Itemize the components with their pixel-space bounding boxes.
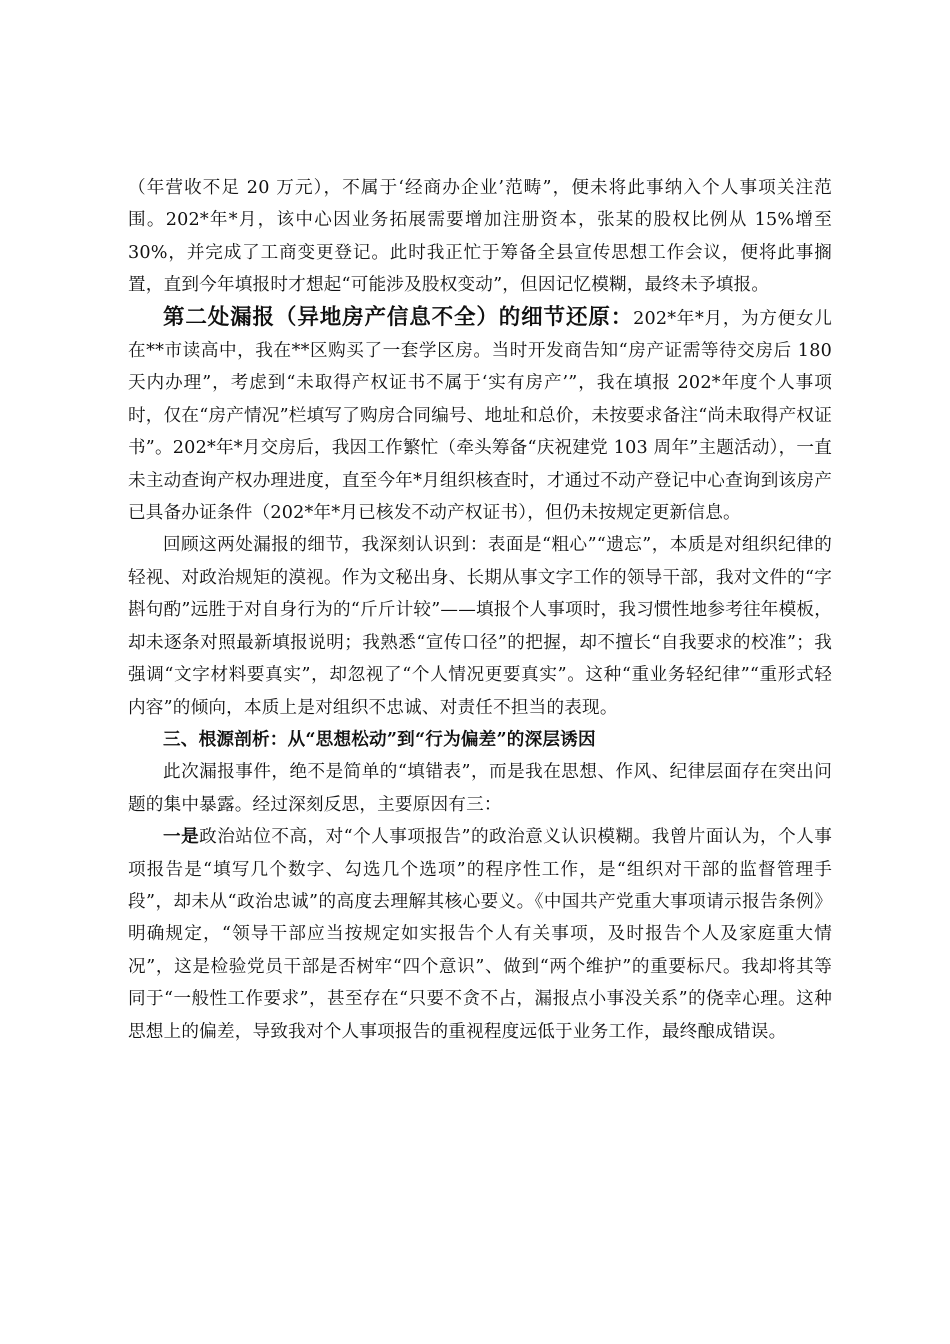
paragraph-root-cause-intro: 此次漏报事件，绝不是简单的“填错表”，而是我在思想、作风、纪律层面存在突出问题的集中暴露。经过深刻反思，主要原因有三：: [128, 762, 832, 815]
property-omission-body: 202*年*月，为方便女儿在**市读高中，我在**区购买了一套学区房。当时开发商告知“房产证需等待交房后 180 天内办理”，考虑到“未取得产权证书不属于‘实有房产’”，我在填报 202*年度个人事项时，仅在“房产情况”栏填写了购房合同编号、地址和总价，未按要求备注“尚未取得产权证书”。202*年*月交房后，我因工作繁忙（牵头筹备“庆祝建党 103 周年”主题活动），一直未主动查询产权办理进度，直至今年*月组织核查时，才通过不动产登记中心查询到该房产已具备办证条件（202*年*月已核发不动产权证书），但仍未按规定更新信息。: [128, 308, 833, 524]
paragraph-property-omission: [128, 302, 832, 530]
cause-one-body: 政治站位不高，对“个人事项报告”的政治意义认识模糊。我曾片面认为，个人事项报告是“填写几个数字、勾选几个选项”的程序性工作，是“组织对干部的监督管理手段”，却未从“政治忠诚”的高度去理解其核心要义。《中国共产党重大事项请示报告条例》明确规定，“领导干部应当按规定如实报告个人有关事项，及时报告个人及家庭重大情况”，这是检验党员干部是否树牢“四个意识”、做到“两个维护”的重要标尺。我却将其等同于“一般性工作要求”，甚至存在“只要不贪不占，漏报点小事没关系”的侥幸心理。这种思想上的偏差，导致我对个人事项报告的重视程度远低于业务工作，最终酿成错误。: [128, 827, 832, 1042]
paragraph-equity-change: （年营收不足 20 万元），不属于‘经商办企业’范畴”，便未将此事纳入个人事项关注范围。202*年*月，该中心因业务拓展需要增加注册资本，张某的股权比例从 15%增至 30%，并完成了工商变更登记。此时我正忙于筹备全县宣传思想工作会议，便将此事搁置，直到今年填报时才想起“可能涉及股权变动”，但因记忆模糊，最终未予填报。: [128, 178, 832, 296]
paragraph-reflection: 回顾这两处漏报的细节，我深刻认识到：表面是“粗心”“遗忘”，本质是对组织纪律的轻视、对政治规矩的漠视。作为文秘出身、长期从事文字工作的领导干部，我对文件的“字斟句酌”远胜于对自身行为的“斤斤计较”——填报个人事项时，我习惯性地参考往年模板，却未逐条对照最新填报说明；我熟悉“宣传口径”的把握，却不擅长“自我要求的校准”；我强调“文字材料要真实”，却忽视了“个人情况更要真实”。这种“重业务轻纪律”“重形式轻内容”的倾向，本质上是对组织不忠诚、对责任不担当的表现。: [128, 535, 832, 718]
document-page: [128, 172, 832, 1048]
property-omission-heading: 第二处漏报（异地房产信息不全）的细节还原：: [163, 304, 634, 330]
paragraph-cause-one: [128, 821, 832, 1048]
cause-one-lead: 一是: [163, 826, 200, 848]
section-three-heading: 三、根源剖析：从“思想松动”到“行为偏差”的深层诱因: [163, 728, 596, 750]
